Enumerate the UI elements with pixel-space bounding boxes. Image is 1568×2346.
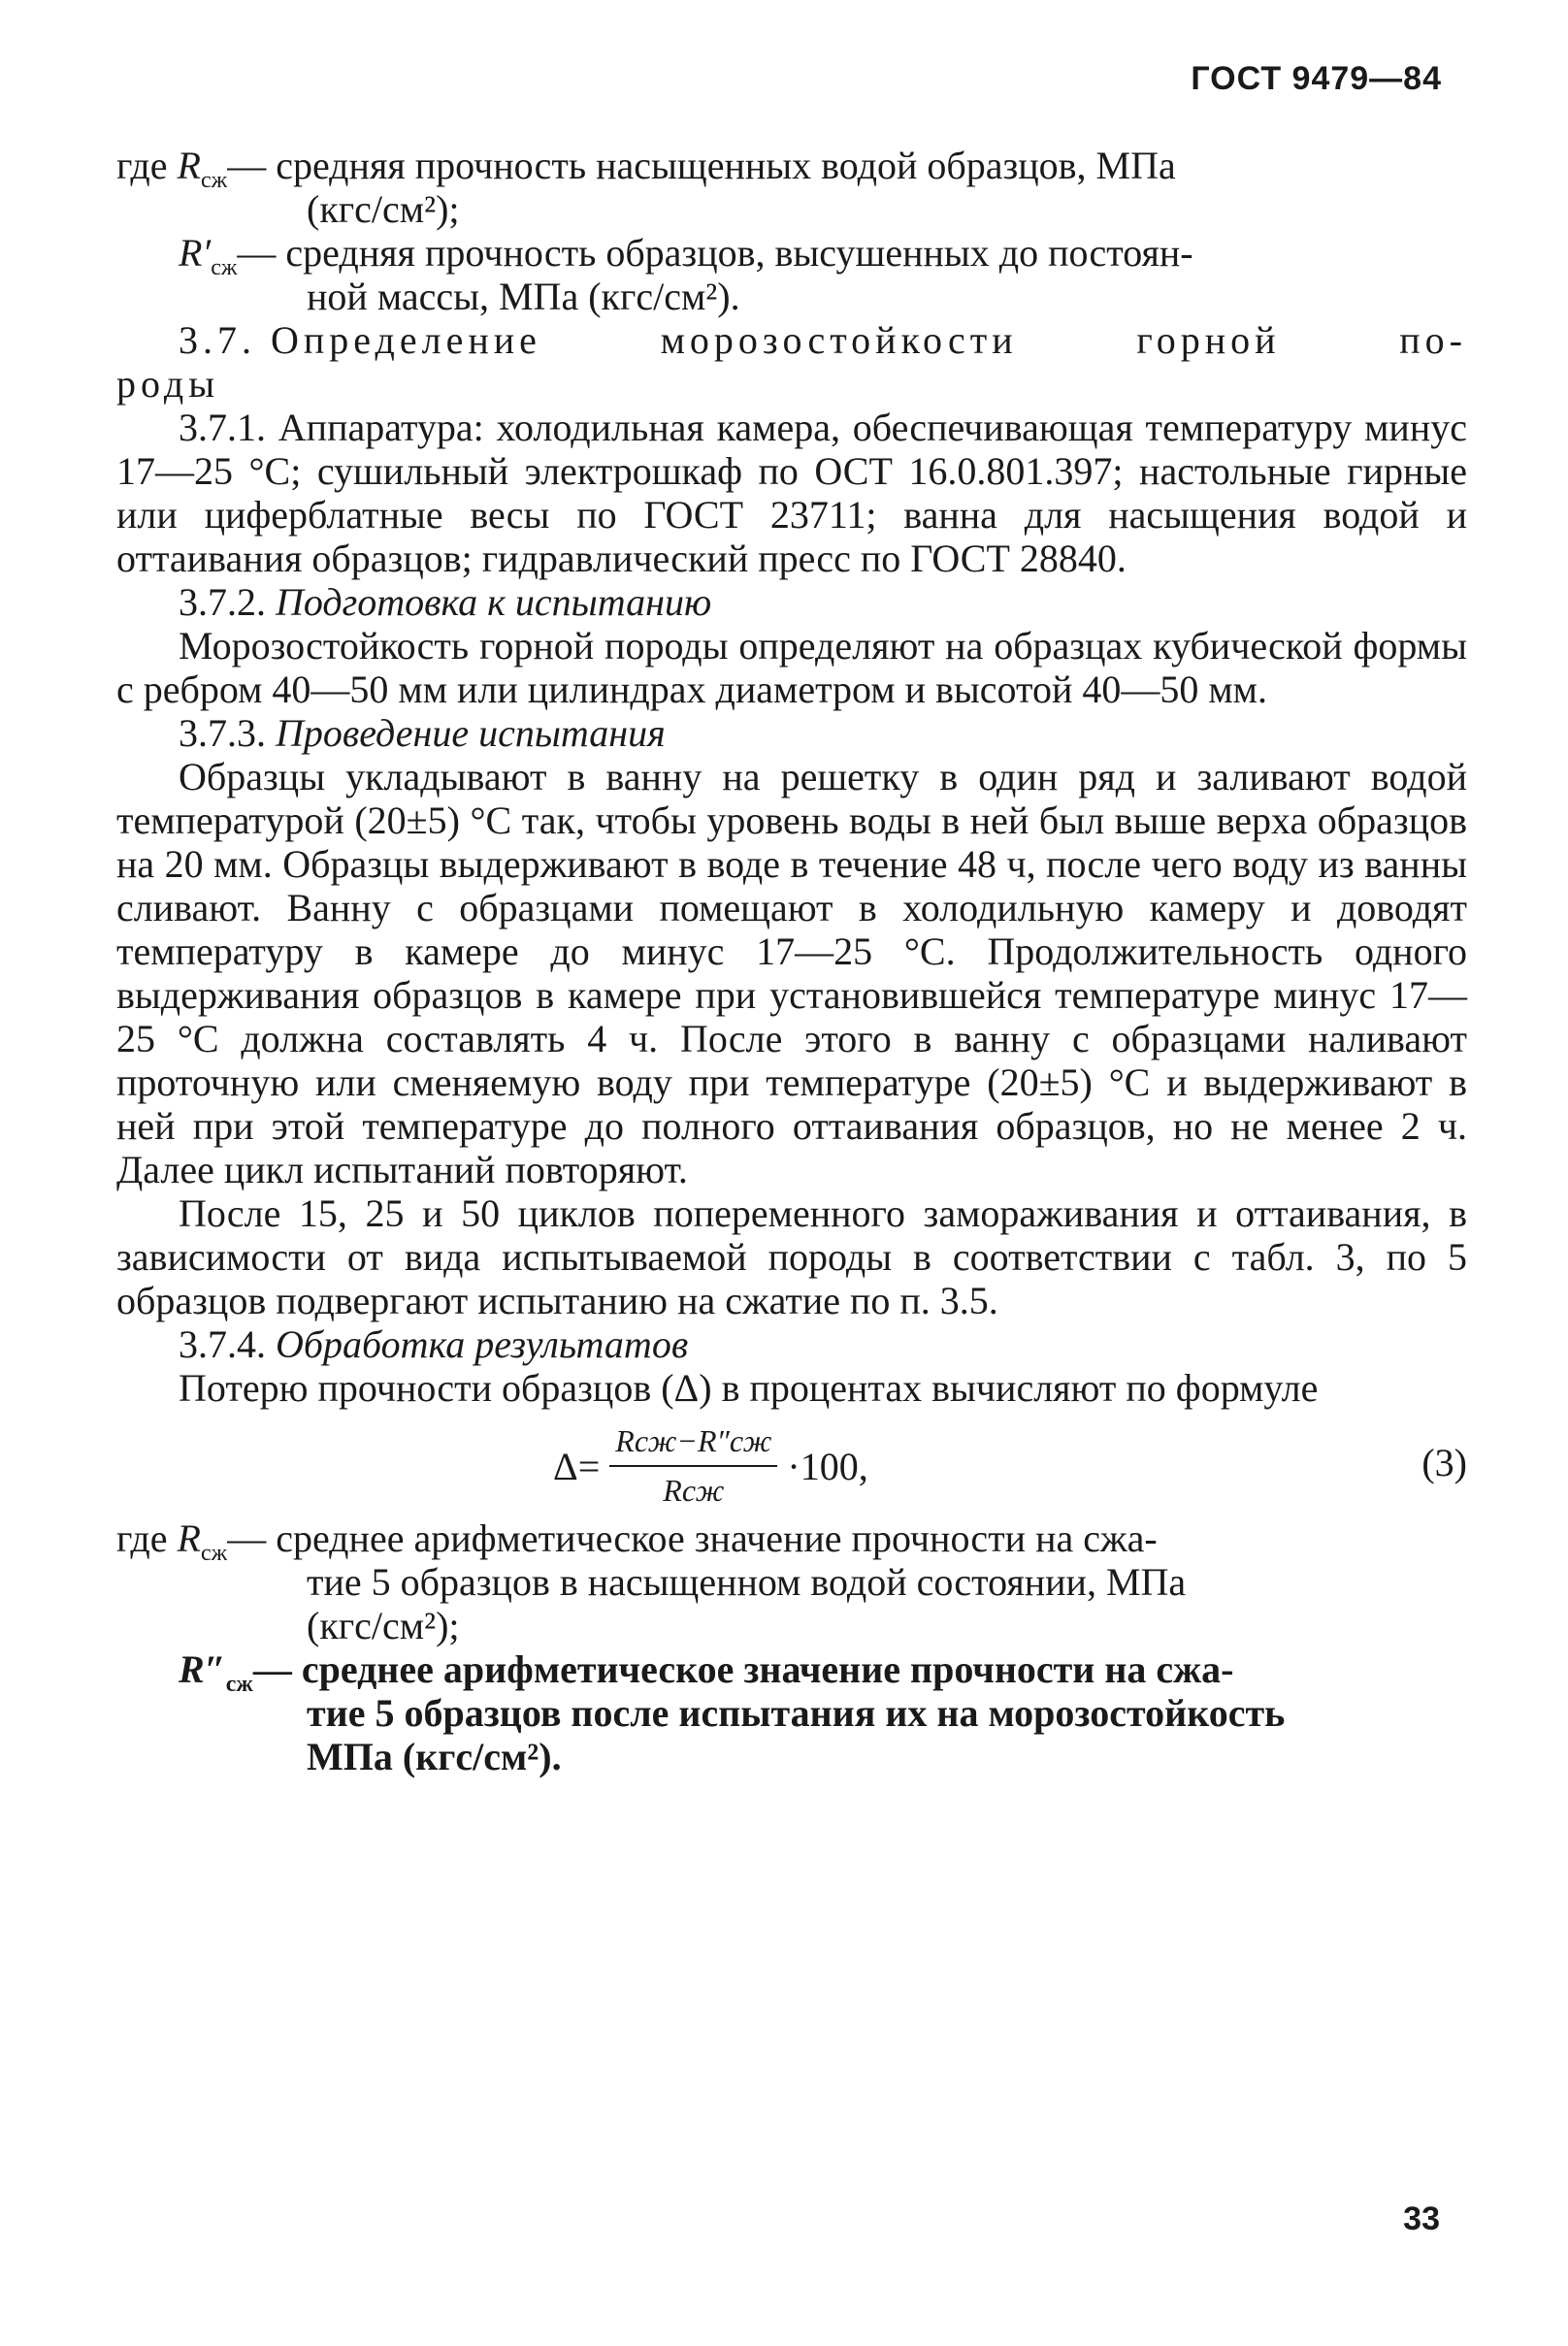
def2-text-line3: (кгс/см²);: [307, 1604, 460, 1647]
def1-text-line2: (кгс/см²);: [307, 187, 460, 231]
formula-lhs: Δ=: [553, 1444, 601, 1488]
document-body: [116, 144, 1467, 1778]
def1-text-line4: ной массы, МПа (кгс/см²).: [307, 275, 740, 318]
formula-number: (3): [1421, 1441, 1467, 1484]
section-3-7-3-text-2: После 15, 25 и 50 циклов попеременного замораживания и оттаивания, в зависимости от вида испытываемой породы в соответствии с табл. 3, по 5 образцов подвергают испытанию на сжатие по п. 3.5.: [116, 1191, 1467, 1322]
def2-text-line1: — среднее арифметическое значение прочности на сжа-: [227, 1516, 1158, 1560]
def1-term: где $R_{сж}$: [116, 144, 228, 193]
definition-block-2: [116, 1516, 1467, 1778]
def1-text-line1: — средняя прочность насыщенных водой образцов, МПа: [227, 144, 1176, 187]
formula-fraction: [609, 1419, 777, 1513]
def2-term-2: $R''_{сж}$: [179, 1647, 253, 1697]
section-3-7-heading: 3.7. Определение морозостойкости горной по- роды: [116, 318, 1467, 406]
section-3-7-3-text-1: Образцы укладывают в ванну на решетку в один ряд и заливают водой температурой (20±5) °C так, чтобы уровень воды в ней был выше верха образцов на 20 мм. Образцы выдерживают в воде в течение 48 ч, после чего воду из ванны сливают. Ванну с образцами помещают в холодильную камеру и доводят температуру в камере до минус 17—25 °C. Продолжительность одного выдерживания образцов в камере при установившейся температуре минус 17—25 °C должна составлять 4 ч. После этого в ванну с образцами наливают проточную или сменяемую воду при температуре (20±5) °C и выдерживают в ней при этой температуре до полного оттаивания образцов, но не менее 2 ч. Далее цикл испытаний повторяют.: [116, 755, 1467, 1191]
section-3-7-3-heading: 3.7.3. Проведение испытания: [179, 711, 666, 755]
section-3-7-4-heading: 3.7.4. Обработка результатов: [179, 1322, 689, 1366]
section-3-7-1: 3.7.1. Аппаратура: холодильная камера, обеспечивающая температуру минус 17—25 °C; сушильный электрошкаф по ОСТ 16.0.801.397; настольные гирные или циферблатные весы по ГОСТ 23711; ванна для насыщения водой и оттаивания образцов; гидравлический пресс по ГОСТ 28840.: [116, 406, 1467, 580]
def1-term-2: $R'_{сж}$: [179, 231, 238, 280]
definition-block-1: [116, 144, 1467, 318]
def2-text-line6: МПа (кгс/см²).: [307, 1735, 562, 1778]
def2-term: где $R_{сж}$: [116, 1516, 228, 1566]
def2-text-line2: тие 5 образцов в насыщенном водой состоянии, МПа: [307, 1560, 1187, 1604]
section-3-7-4-text: Потерю прочности образцов (Δ) в процентах вычисляют по формуле: [179, 1366, 1319, 1410]
page-number: 33: [1403, 2200, 1440, 2237]
formula-rhs: ·100,: [787, 1444, 868, 1488]
section-3-7-2-heading: 3.7.2. Подготовка к испытанию: [179, 580, 712, 624]
def2-text-line5: тие 5 образцов после испытания их на морозостойкость: [307, 1691, 1286, 1735]
document-header: ГОСТ 9479—84: [1191, 60, 1442, 97]
def1-text-line3: — средняя прочность образцов, высушенных до постоян-: [237, 231, 1193, 275]
formula-denominator: Rсж: [663, 1473, 725, 1508]
section-3-7-2-text: Морозостойкость горной породы определяют на образцах кубической формы с ребром 40—50 мм или цилиндрах диаметром и высотой 40—50 мм.: [116, 624, 1467, 711]
formula-numerator: Rсж−R″сж: [609, 1419, 777, 1467]
def2-text-line4: — среднее арифметическое значение прочности на сжа-: [252, 1647, 1234, 1691]
formula-3: [116, 1414, 1467, 1511]
